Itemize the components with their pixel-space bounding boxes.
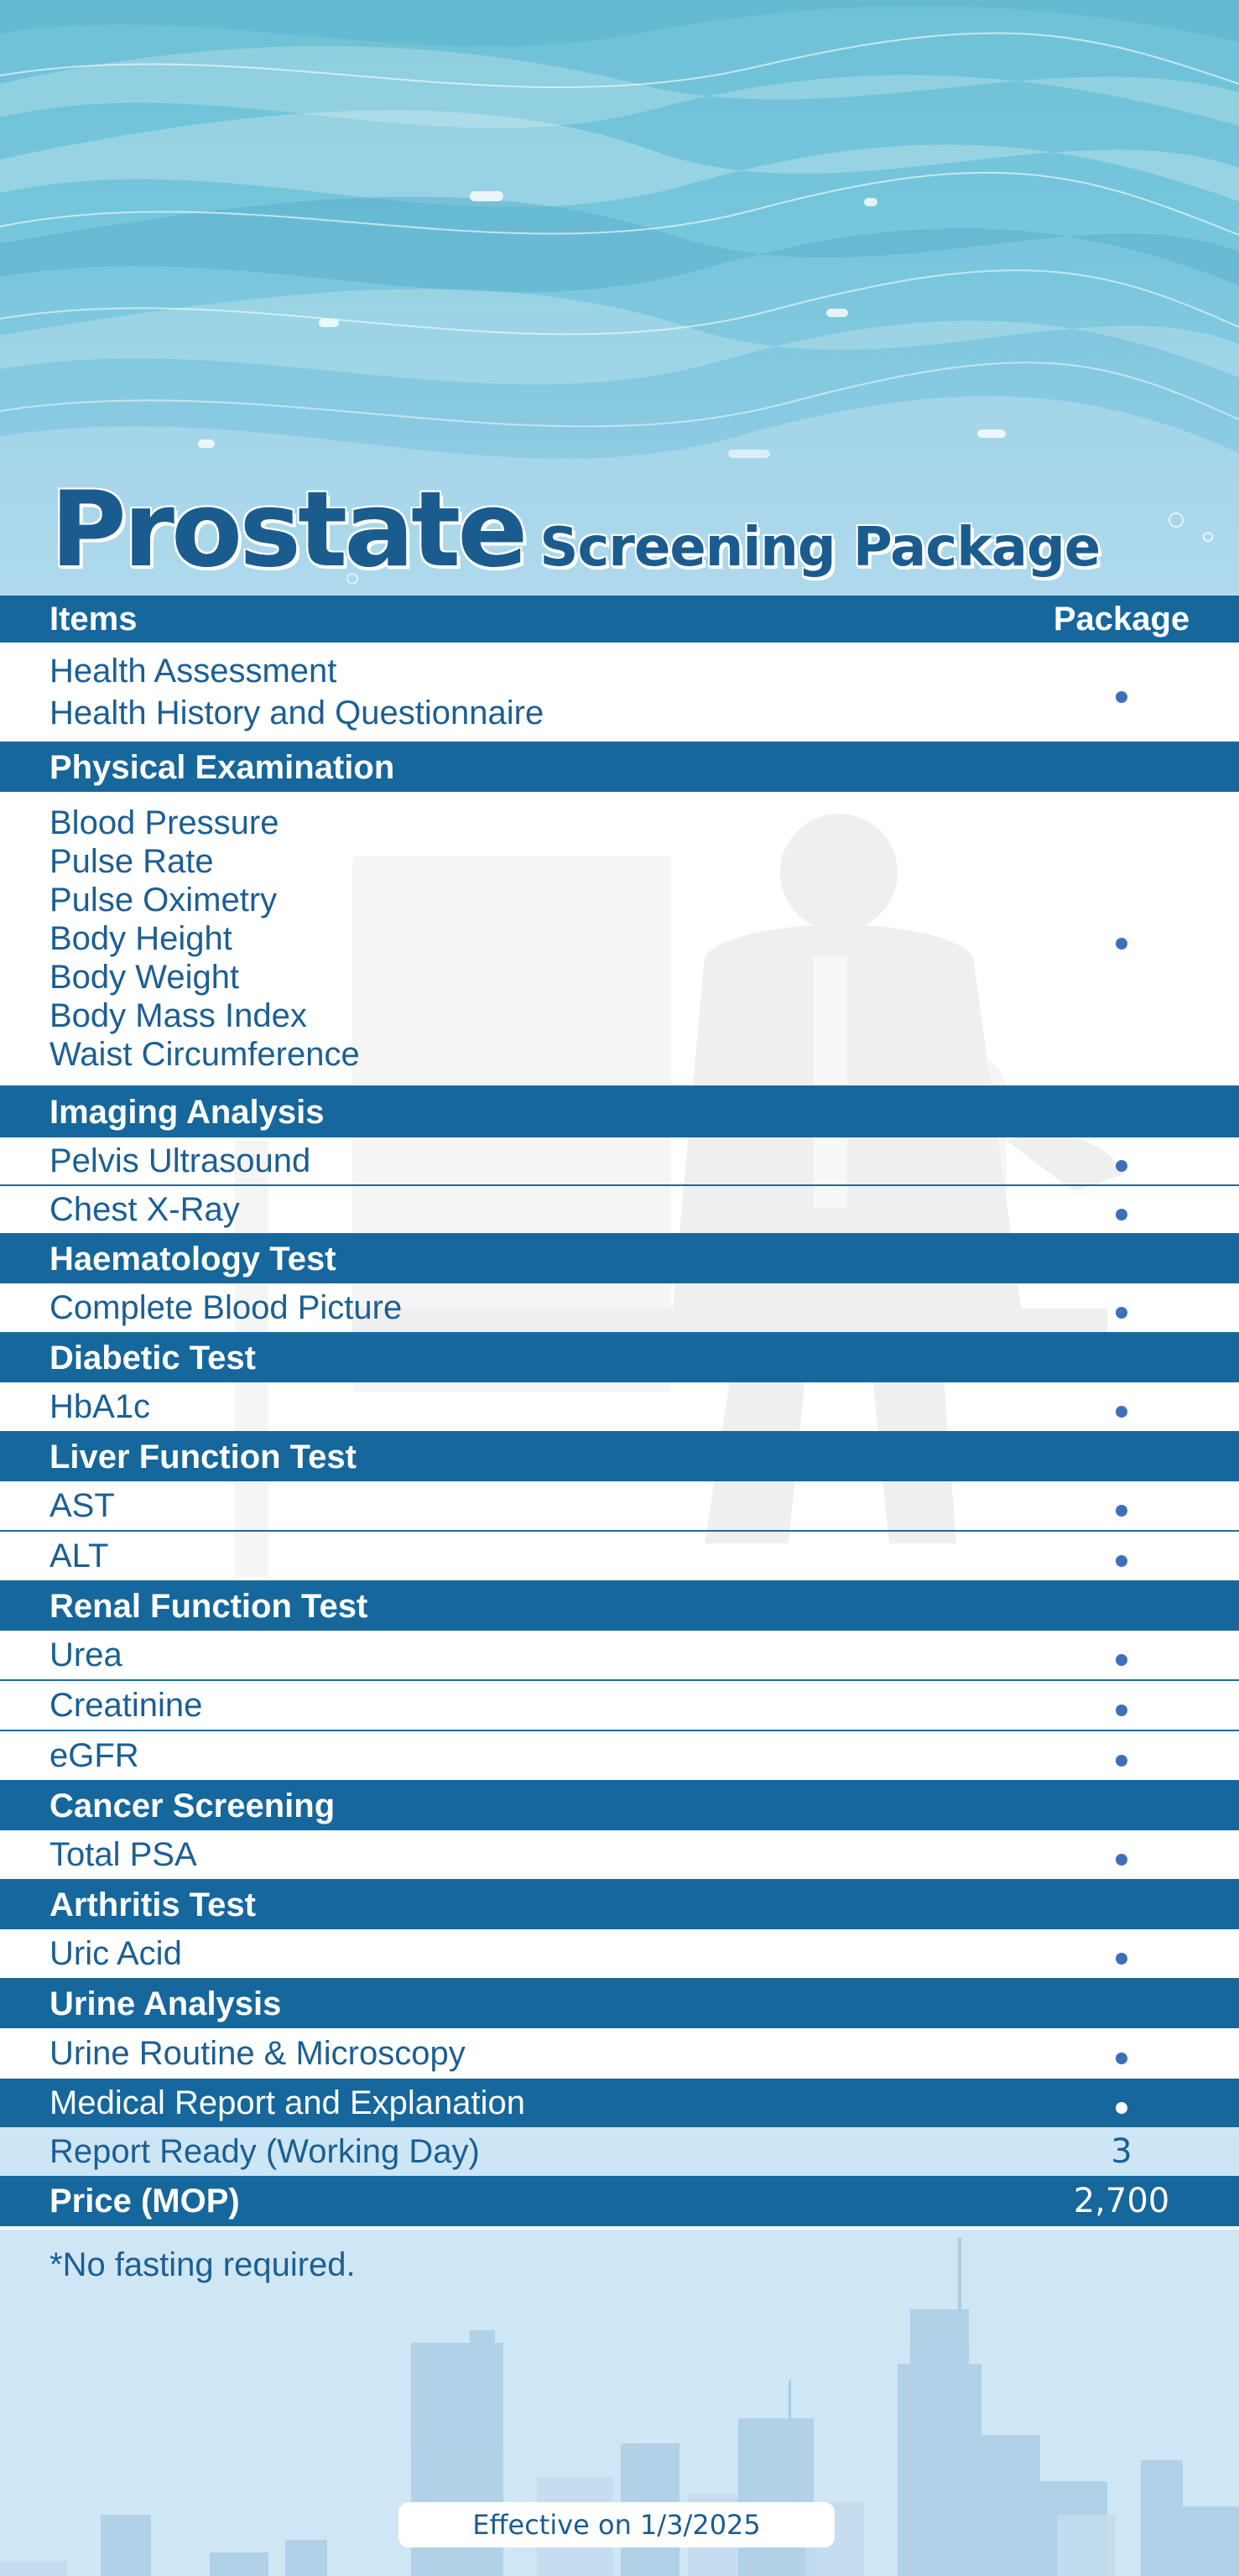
- section-label: Arthritis Test: [49, 1886, 256, 1923]
- medical-report-label: Medical Report and Explanation: [49, 2084, 526, 2121]
- item-label: Creatinine: [49, 1686, 203, 1724]
- table-row: [0, 2028, 1239, 2079]
- included-dot: [1116, 1209, 1127, 1220]
- included-dot: [1116, 1953, 1127, 1965]
- section-label: Liver Function Test: [49, 1438, 357, 1475]
- report-ready-value: 3: [1111, 2132, 1132, 2171]
- item-label: Blood Pressure: [49, 804, 279, 841]
- item-label: Health Assessment: [49, 653, 337, 690]
- item-label: Urine Routine & Microscopy: [49, 2034, 466, 2072]
- included-dot: [1116, 1755, 1127, 1767]
- section-label: Urine Analysis: [49, 1985, 282, 2022]
- title-sub: Screening Package: [539, 517, 1101, 579]
- fasting-note: *No fasting required.: [49, 2246, 356, 2283]
- section-label: Diabetic Test: [49, 1339, 256, 1376]
- report-ready-label: Report Ready (Working Day): [49, 2132, 480, 2170]
- section-label: Renal Function Test: [49, 1587, 368, 1625]
- table-row: [0, 1137, 1239, 1186]
- item-label: eGFR: [49, 1736, 139, 1774]
- title-main: Prostate: [50, 470, 525, 591]
- report-ready-row: [0, 2127, 1239, 2176]
- section-row: [0, 1235, 1239, 1283]
- section-row: [0, 1881, 1239, 1929]
- page-title: [50, 470, 1100, 591]
- table-row: [0, 1929, 1239, 1980]
- medical-report-row: [0, 2079, 1239, 2127]
- included-dot: [1116, 1555, 1127, 1567]
- table-row: [0, 1481, 1239, 1532]
- included-dot: [1116, 1406, 1127, 1418]
- included-dot: [1116, 1160, 1127, 1172]
- item-label: Total PSA: [49, 1835, 197, 1873]
- included-dot: [1116, 938, 1127, 950]
- section-row: [0, 1782, 1239, 1830]
- table-row: [0, 643, 1239, 743]
- section-row: [0, 743, 1239, 792]
- price-label: Price (MOP): [49, 2182, 240, 2220]
- item-label: Pulse Oximetry: [49, 882, 278, 919]
- table-row: [0, 792, 1239, 1087]
- item-label: Body Weight: [49, 959, 240, 996]
- item-label: HbA1c: [49, 1387, 151, 1425]
- item-label: Body Height: [49, 920, 232, 957]
- item-label: Pelvis Ultrasound: [49, 1142, 311, 1179]
- item-label: ALT: [49, 1537, 109, 1574]
- item-label: Waist Circumference: [49, 1036, 360, 1073]
- section-label: Cancer Screening: [49, 1787, 336, 1824]
- table-row: [0, 1631, 1239, 1681]
- section-row: [0, 1582, 1239, 1631]
- footer: [0, 2230, 1239, 2576]
- section-label: Imaging Analysis: [49, 1093, 325, 1131]
- included-dot: [1116, 1704, 1127, 1716]
- table-row: [0, 1681, 1239, 1731]
- item-label: Uric Acid: [49, 1934, 182, 1972]
- table-row: [0, 1283, 1239, 1334]
- price-value: 2,700: [1073, 2182, 1170, 2220]
- item-label: Pulse Rate: [49, 843, 214, 880]
- included-dot: [1116, 2053, 1127, 2064]
- table-row: [0, 1830, 1239, 1881]
- item-label: Complete Blood Picture: [49, 1288, 403, 1326]
- included-dot: [1116, 1307, 1127, 1319]
- table-row: [0, 1532, 1239, 1582]
- effective-date-badge: Effective on 1/3/2025: [398, 2502, 835, 2547]
- item-label: Health History and Questionnaire: [49, 695, 544, 731]
- header-banner: [0, 0, 1239, 596]
- table-row: [0, 1186, 1239, 1235]
- package-table: [0, 596, 1239, 2226]
- section-row: [0, 1334, 1239, 1382]
- section-label: Physical Examination: [49, 748, 395, 786]
- section-label: Haematology Test: [49, 1240, 336, 1278]
- section-row: [0, 1980, 1239, 2028]
- table-row: [0, 1382, 1239, 1433]
- items-column-header: Items: [49, 600, 138, 637]
- included-dot: [1116, 2102, 1127, 2114]
- included-dot: [1116, 1654, 1127, 1666]
- package-column-header: Package: [1053, 600, 1190, 637]
- table-row: [0, 1731, 1239, 1782]
- included-dot: [1116, 691, 1127, 703]
- included-dot: [1116, 1854, 1127, 1866]
- included-dot: [1116, 1505, 1127, 1517]
- item-label: Chest X-Ray: [49, 1190, 240, 1228]
- item-label: Body Mass Index: [49, 997, 307, 1034]
- item-label: Urea: [49, 1636, 122, 1673]
- price-row: [0, 2176, 1239, 2226]
- section-row: [0, 1087, 1239, 1137]
- item-label: AST: [49, 1486, 115, 1524]
- section-row: [0, 1433, 1239, 1481]
- table-header-row: [0, 596, 1239, 643]
